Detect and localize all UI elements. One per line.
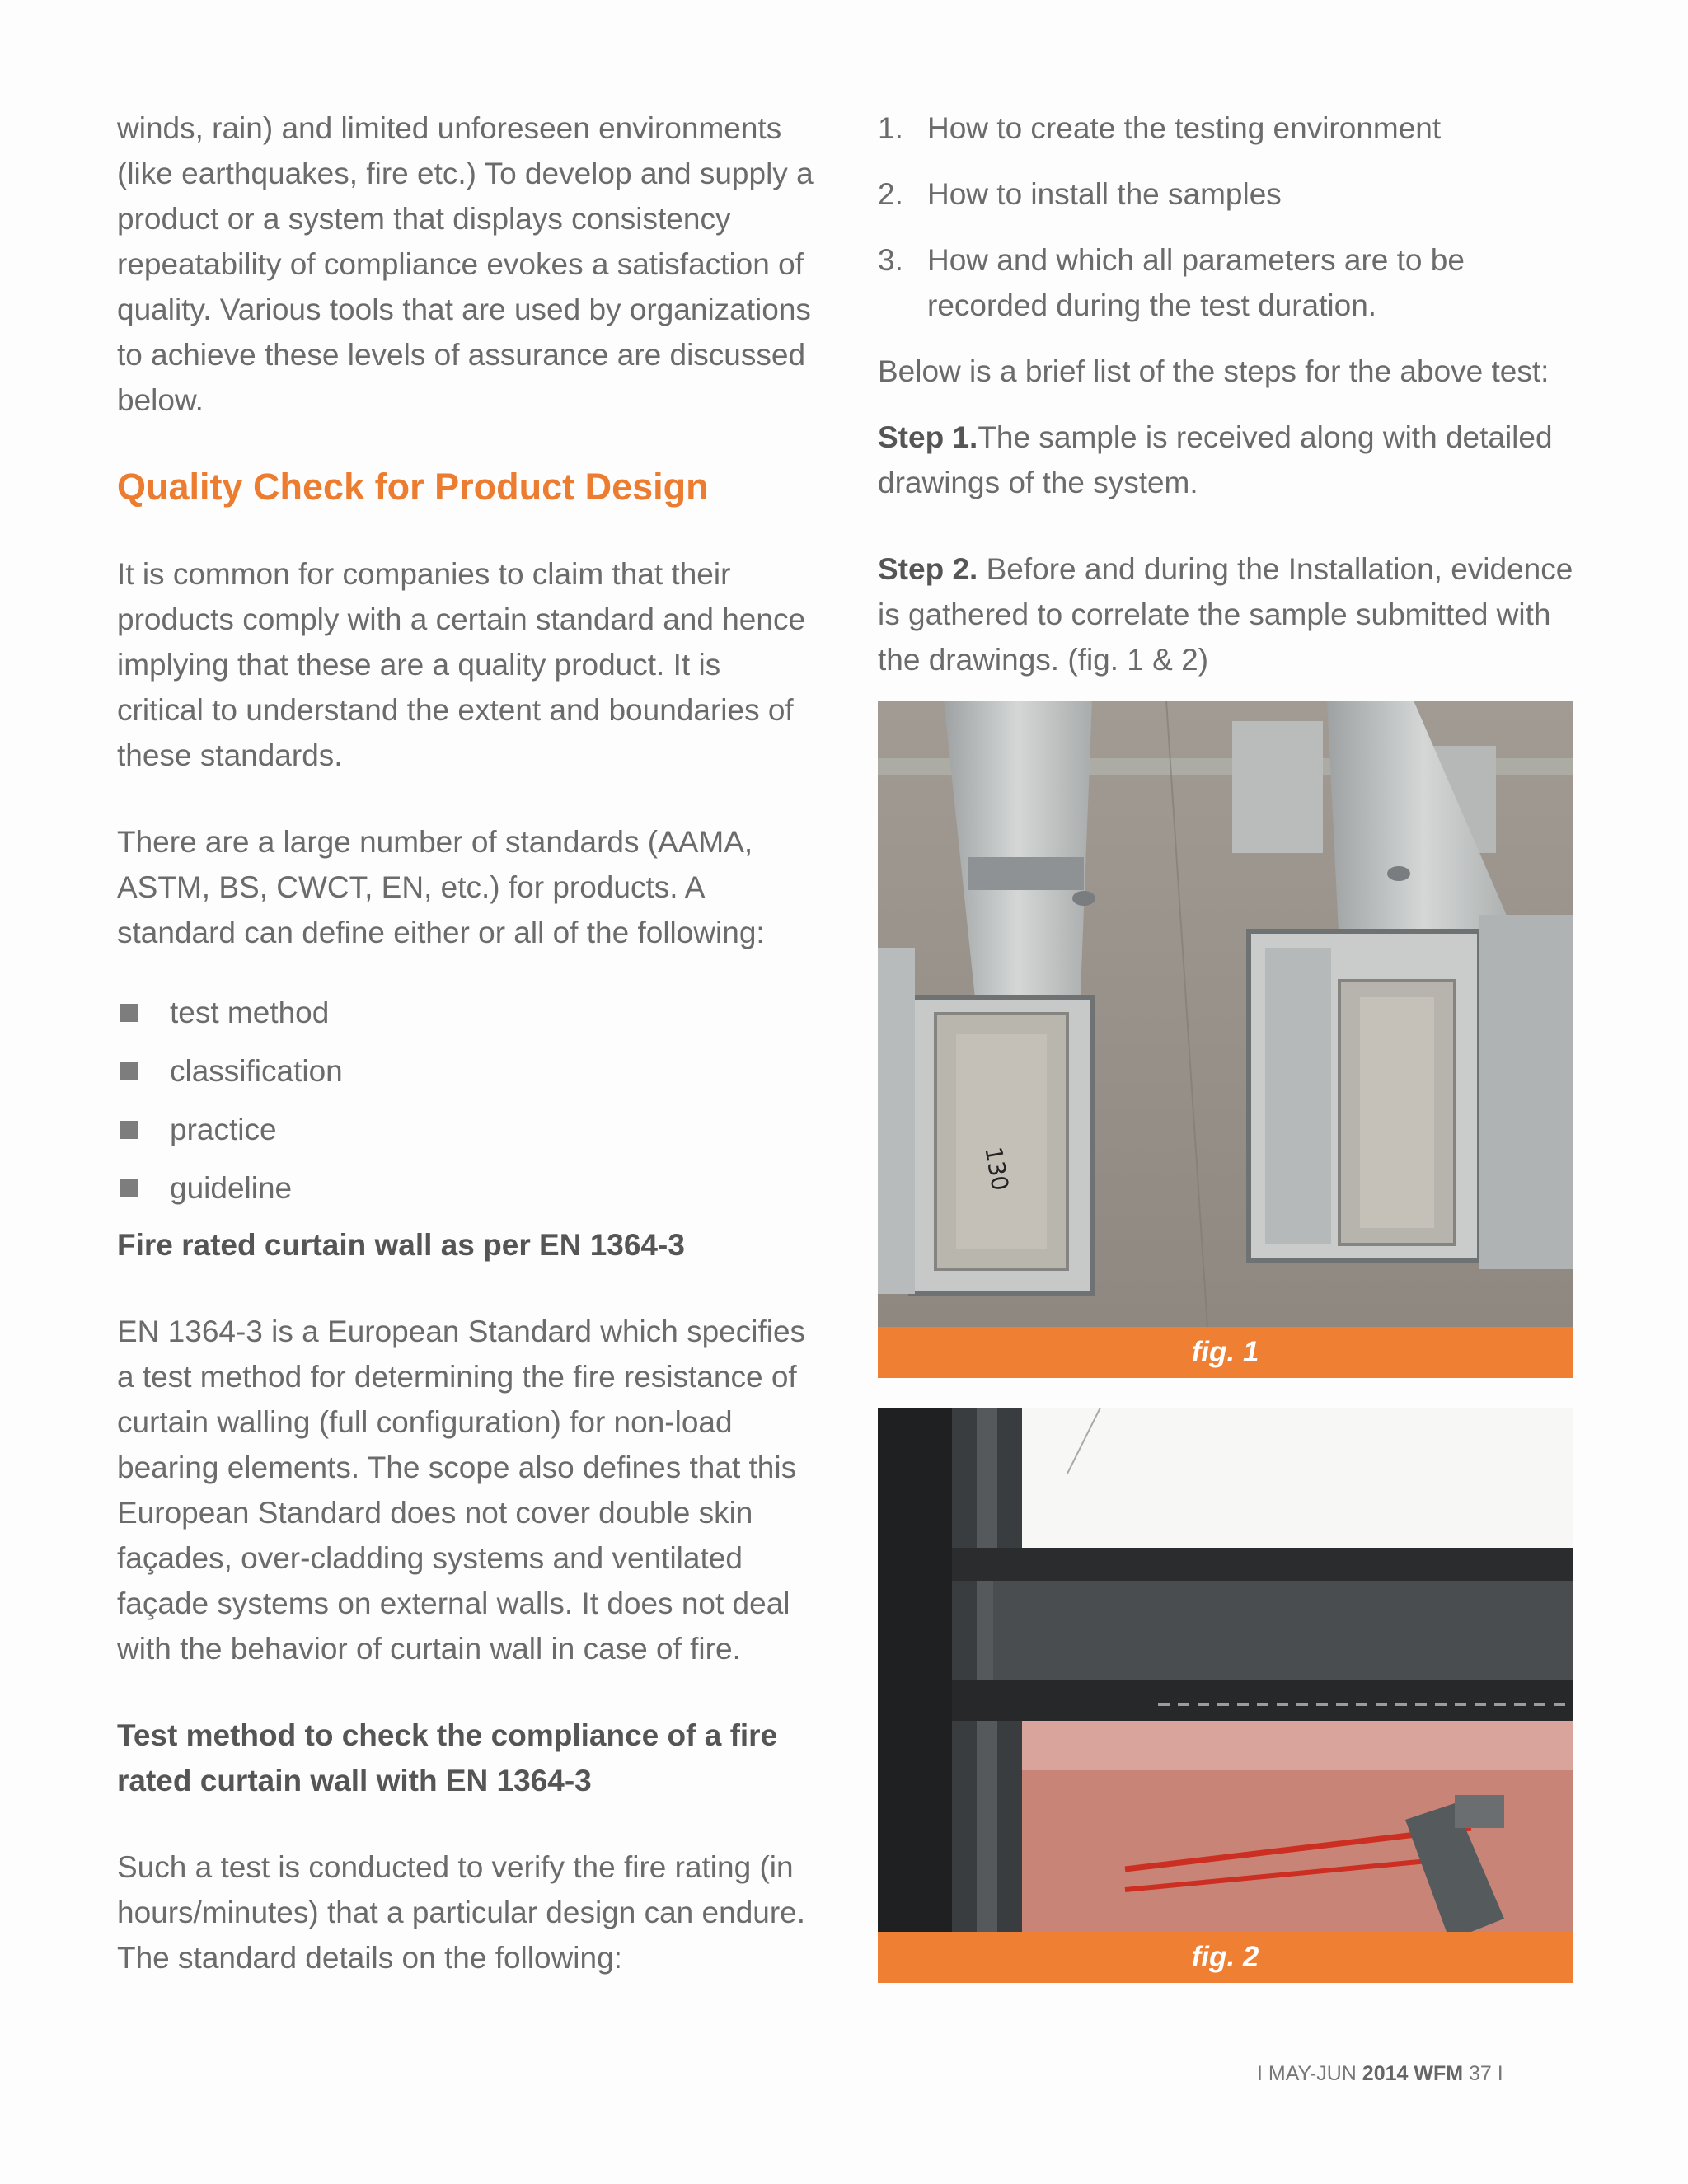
text-line: these standards. bbox=[117, 738, 343, 772]
standard-types-list bbox=[117, 983, 818, 1217]
text-line: There are a large number of standards (AAMA, bbox=[117, 825, 753, 859]
figure-1 bbox=[878, 701, 1573, 1378]
text-line: products comply with a certain standard and hence bbox=[117, 602, 806, 636]
en1364-paragraph bbox=[117, 1309, 818, 1671]
test-purpose-paragraph bbox=[117, 1844, 818, 1980]
svg-text:130: 130 bbox=[979, 1144, 1015, 1193]
list-item: guideline bbox=[117, 1159, 818, 1217]
text-line: bearing elements. The scope also defines that this bbox=[117, 1451, 797, 1484]
text-line: winds, rain) and limited unforeseen environments bbox=[117, 111, 782, 145]
figure-2 bbox=[878, 1408, 1573, 1983]
list-item: classification bbox=[117, 1042, 818, 1100]
text-line: product or a system that displays consistency bbox=[117, 202, 731, 236]
text-line: Such a test is conducted to verify the fire rating (in bbox=[117, 1850, 794, 1884]
text-line: below. bbox=[117, 383, 204, 417]
text-line: a test method for determining the fire resistance of bbox=[117, 1360, 797, 1394]
text-line: European Standard does not cover double skin bbox=[117, 1496, 753, 1530]
standards-list-paragraph bbox=[117, 819, 818, 955]
figure-1-photo bbox=[878, 701, 1573, 1327]
square-bullet-icon bbox=[120, 1062, 138, 1080]
text-line: façade systems on external walls. It does not deal bbox=[117, 1586, 790, 1620]
text-line: curtain walling (full configuration) for non-load bbox=[117, 1405, 733, 1439]
subheading-test-method: Test method to check the compliance of a fire rated curtain wall with EN 1364-3 bbox=[117, 1718, 778, 1797]
text-line: It is common for companies to claim that their bbox=[117, 557, 731, 591]
text-line: repeatability of compliance evokes a satisfaction of bbox=[117, 247, 804, 281]
figure-1-caption: fig. 1 bbox=[878, 1327, 1573, 1378]
square-bullet-icon bbox=[120, 1121, 138, 1139]
list-item: practice bbox=[117, 1100, 818, 1159]
text-line: EN 1364-3 is a European Standard which specifies bbox=[117, 1315, 806, 1348]
text-line: (like earthquakes, fire etc.) To develop and supply a bbox=[117, 157, 814, 190]
text-line: standard can define either or all of the following: bbox=[117, 916, 765, 949]
text-line: ASTM, BS, CWCT, EN, etc.) for products. A bbox=[117, 870, 706, 904]
text-line: quality. Various tools that are used by organizations bbox=[117, 293, 811, 326]
text-line: critical to understand the extent and boundaries of bbox=[117, 693, 794, 727]
standards-claim-paragraph bbox=[117, 551, 818, 778]
text-line: with the behavior of curtain wall in case of fire. bbox=[117, 1632, 741, 1666]
page-footer: I MAY-JUN 2014 WFM 37 I bbox=[1257, 2062, 1503, 2085]
subheading-fire-rated: Fire rated curtain wall as per EN 1364-3 bbox=[117, 1228, 685, 1262]
standard-details-list bbox=[878, 105, 1574, 328]
text-line: façades, over-cladding systems and ventilated bbox=[117, 1541, 743, 1575]
step-2: Step 2. Before and during the Installation, evidence is gathered to correlate the sample submitted with the drawings. (fig. 1 & 2) bbox=[878, 552, 1573, 677]
step-1: Step 1.The sample is received along with detailed drawings of the system. bbox=[878, 420, 1553, 499]
text-line: The standard details on the following: bbox=[117, 1941, 622, 1975]
text-line: to achieve these levels of assurance are discussed bbox=[117, 338, 806, 372]
figure-2-caption: fig. 2 bbox=[878, 1932, 1573, 1983]
step-label: Step 2. bbox=[878, 552, 978, 586]
text-line: hours/minutes) that a particular design can endure. bbox=[117, 1896, 806, 1929]
square-bullet-icon bbox=[120, 1004, 138, 1022]
list-item: 1. How to create the testing environment bbox=[878, 111, 1442, 145]
list-item: 2. How to install the samples bbox=[878, 177, 1282, 211]
text-line: implying that these are a quality product. It is bbox=[117, 648, 721, 682]
list-item: test method bbox=[117, 983, 818, 1042]
square-bullet-icon bbox=[120, 1179, 138, 1197]
section-heading: Quality Check for Product Design bbox=[117, 466, 709, 508]
step-label: Step 1. bbox=[878, 420, 978, 454]
intro-paragraph bbox=[117, 105, 818, 423]
left-column bbox=[117, 105, 818, 2022]
below-list-text: Below is a brief list of the steps for the above test: bbox=[878, 354, 1550, 388]
list-item: 3. How and which all parameters are to be recorded during the test duration. bbox=[878, 243, 1465, 322]
figure-2-photo bbox=[878, 1408, 1573, 1932]
right-column bbox=[878, 105, 1574, 724]
